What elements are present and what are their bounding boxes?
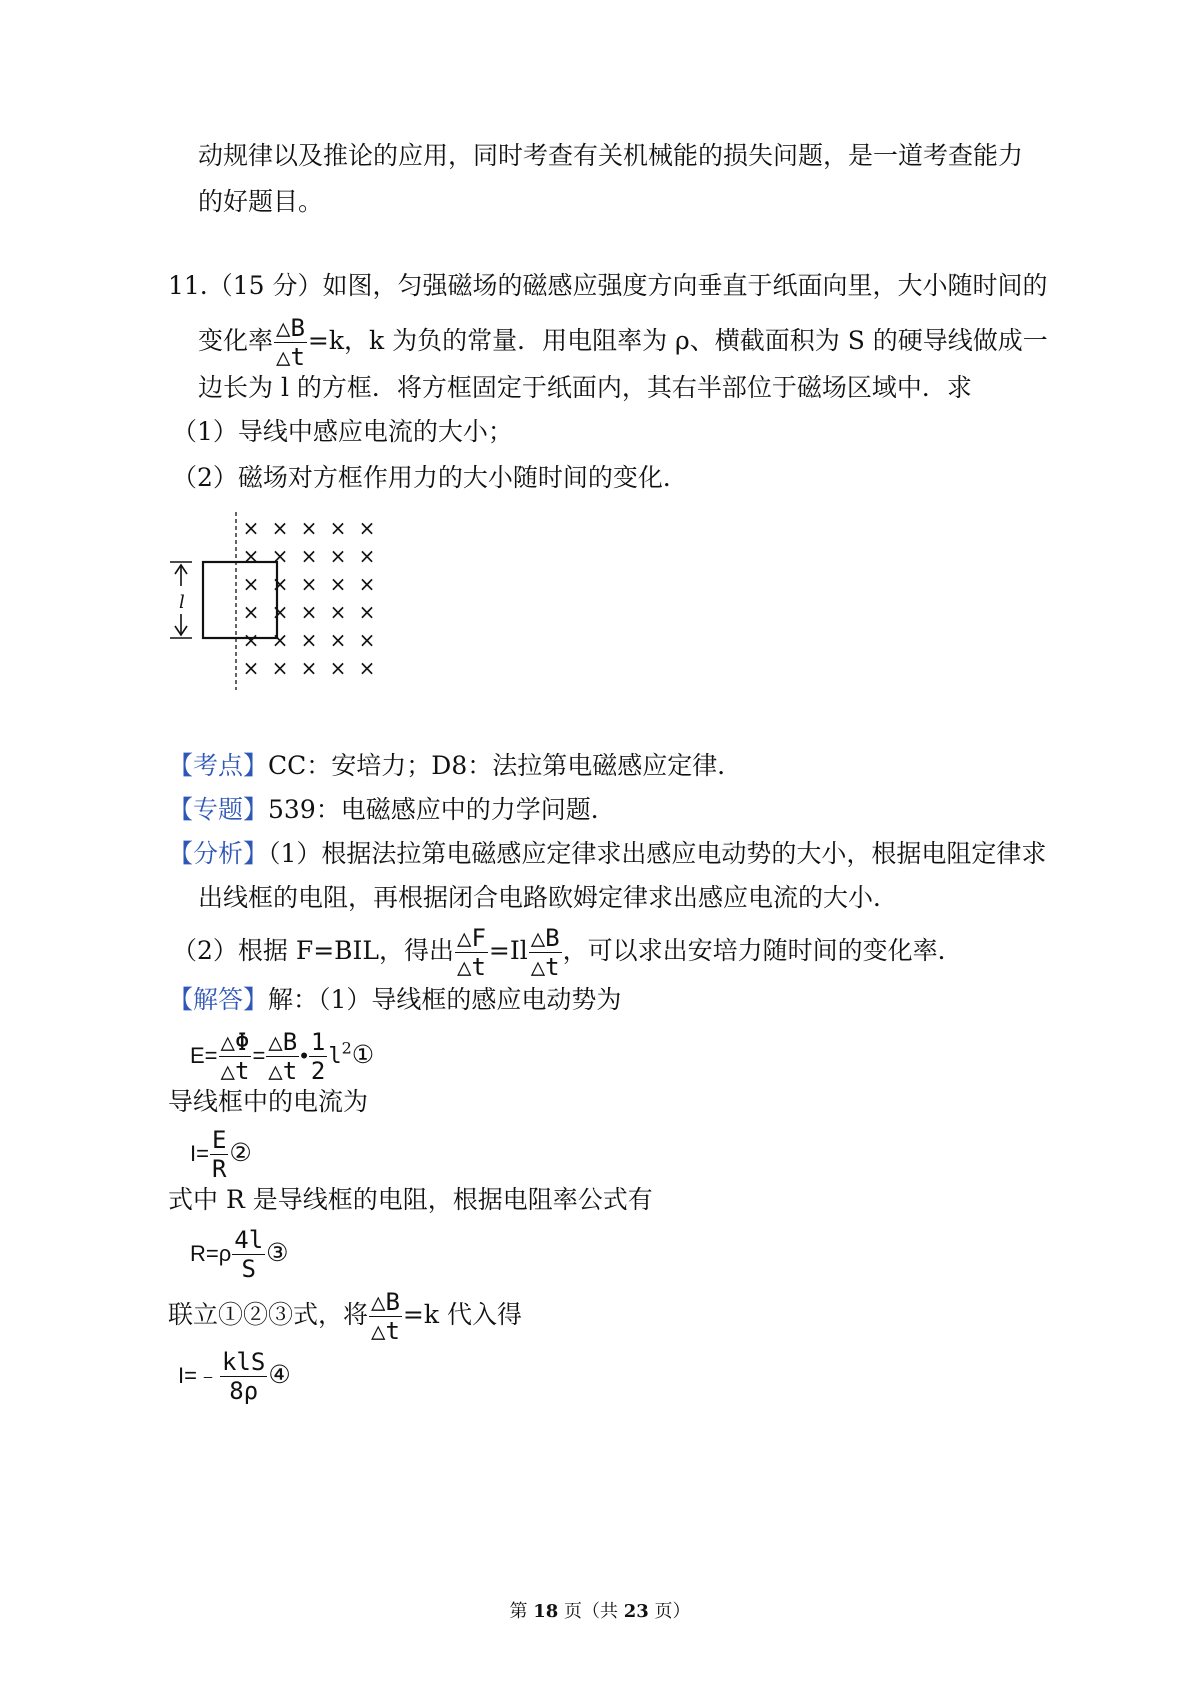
fenxi-line1: （1）根据法拉第电磁感应定律求出感应电动势的大小，根据电阻定律求 xyxy=(268,839,1047,868)
field-cross-mark: × xyxy=(329,572,347,596)
question-1: （1）导线中感应电流的大小； xyxy=(172,417,513,446)
page-footer xyxy=(0,1600,1200,1624)
numerator: E xyxy=(211,1126,227,1154)
denominator: △t xyxy=(371,1317,400,1345)
paragraph-line: 的好题目。 xyxy=(198,187,324,216)
numerator: △B xyxy=(530,924,560,952)
fraction-dF-dt xyxy=(455,926,488,979)
numerator: △Φ xyxy=(220,1028,250,1056)
text: （2）根据 F=BIL，得出 xyxy=(172,936,454,965)
field-cross-mark: × xyxy=(329,600,347,624)
l-symbol: l xyxy=(328,1044,342,1069)
field-cross-mark: × xyxy=(271,516,289,540)
fraction-one-half xyxy=(309,1030,327,1083)
equation-4 xyxy=(178,1350,291,1403)
equation-2 xyxy=(190,1128,252,1181)
footer-text: 页） xyxy=(648,1601,691,1622)
eq-prefix: E= xyxy=(190,1043,218,1068)
denominator: △t xyxy=(530,953,560,981)
numerator: △F xyxy=(457,924,486,952)
zhuanti-row xyxy=(168,792,616,828)
numerator: △B xyxy=(371,1288,400,1316)
solution-text: 导线框中的电流为 xyxy=(168,1087,369,1116)
fraction-dB-dt xyxy=(529,926,562,979)
kaodian-text: CC：安培力；D8：法拉第电磁感应定律． xyxy=(268,751,743,780)
field-cross-mark: × xyxy=(329,516,347,540)
field-cross-mark: × xyxy=(329,656,347,680)
equation-3 xyxy=(190,1228,289,1281)
field-cross-mark: × xyxy=(300,628,318,652)
circled-4: ④ xyxy=(268,1360,291,1389)
field-cross-mark: × xyxy=(358,572,376,596)
footer-text: 第 xyxy=(509,1601,534,1622)
numerator: 4l xyxy=(234,1226,264,1254)
equation-1 xyxy=(190,1030,374,1083)
fraction-dB-dt xyxy=(369,1290,402,1343)
jieda-tag: 【解答】 xyxy=(168,985,269,1014)
field-cross-mark: × xyxy=(242,600,260,624)
field-cross-mark: × xyxy=(242,516,260,540)
field-cross-mark: × xyxy=(300,516,318,540)
text: =Il xyxy=(488,936,528,965)
jieda-row xyxy=(168,982,621,1018)
fraction-dB-dt xyxy=(274,316,307,369)
combine-row xyxy=(168,1290,522,1343)
fenxi-line2: 出线框的电阻，再根据闭合电路欧姆定律求出感应电流的大小． xyxy=(198,883,899,912)
solution-text: 式中 R 是导线框的电阻，根据电阻率公式有 xyxy=(168,1185,653,1214)
field-cross-mark: × xyxy=(358,544,376,568)
footer-text: 页（共 xyxy=(558,1601,624,1622)
question-2: （2）磁场对方框作用力的大小随时间的变化． xyxy=(172,463,688,492)
fraction-klS-8rho xyxy=(220,1350,267,1403)
fenxi-line3 xyxy=(172,926,963,979)
field-cross-mark: × xyxy=(271,628,289,652)
numerator: △B xyxy=(268,1028,298,1056)
field-cross-mark: × xyxy=(271,600,289,624)
dot: • xyxy=(300,1043,308,1068)
field-cross-mark: × xyxy=(358,516,376,540)
field-cross-mark: × xyxy=(271,544,289,568)
zhuanti-tag: 【专题】 xyxy=(168,795,269,824)
numerator: △B xyxy=(276,314,305,342)
circled-1: ① xyxy=(351,1040,375,1069)
fraction-E-R xyxy=(210,1128,228,1181)
denominator: △t xyxy=(276,343,305,371)
denominator: △t xyxy=(457,953,486,981)
denominator: S xyxy=(241,1255,256,1283)
field-cross-mark: × xyxy=(329,628,347,652)
current-page-number: 18 xyxy=(533,1601,559,1622)
field-cross-mark: × xyxy=(242,628,260,652)
kaodian-row xyxy=(168,748,742,784)
field-cross-mark: × xyxy=(242,656,260,680)
field-crosses-group xyxy=(243,516,376,680)
problem-line: 11.（15 分）如图，匀强磁场的磁感应强度方向垂直于纸面向里，大小随时间的 xyxy=(168,271,1048,300)
text: =k 代入得 xyxy=(402,1300,522,1329)
total-pages-number: 23 xyxy=(623,1601,649,1622)
field-cross-mark: × xyxy=(300,544,318,568)
field-cross-mark: × xyxy=(300,600,318,624)
text: =k，k 为负的常量．用电阻率为 ρ、横截面积为 S 的硬导线做成一 xyxy=(307,326,1048,355)
jieda-intro: 解：（1）导线框的感应电动势为 xyxy=(268,985,622,1014)
field-cross-mark: × xyxy=(300,572,318,596)
denominator: 2 xyxy=(310,1057,326,1085)
circled-3: ③ xyxy=(266,1238,289,1267)
denominator: △t xyxy=(268,1057,298,1085)
problem-line xyxy=(198,316,1048,369)
numerator: 1 xyxy=(310,1028,326,1056)
problem-line: 边长为 l 的方框．将方框固定于纸面内，其右半部位于磁场区域中．求 xyxy=(198,373,972,402)
fraction-4l-S xyxy=(232,1228,265,1281)
denominator: △t xyxy=(220,1057,250,1085)
eq-prefix: I=﹣ xyxy=(178,1363,219,1388)
text: 联立①②③式，将 xyxy=(168,1300,369,1329)
field-cross-mark: × xyxy=(358,600,376,624)
field-cross-mark: × xyxy=(242,544,260,568)
text: 变化率 xyxy=(198,326,274,355)
magnetic-field-figure xyxy=(176,516,396,696)
exponent: 2 xyxy=(341,1038,352,1058)
field-cross-mark: × xyxy=(358,656,376,680)
text: ，可以求出安培力随时间的变化率． xyxy=(562,936,963,965)
fraction-dB-dt xyxy=(266,1030,299,1083)
paragraph-line: 动规律以及推论的应用，同时考查有关机械能的损失问题，是一道考查能力 xyxy=(198,141,1024,170)
fraction-dPhi-dt xyxy=(219,1030,252,1083)
kaodian-tag: 【考点】 xyxy=(168,751,269,780)
circled-2: ② xyxy=(229,1138,252,1167)
square-frame xyxy=(203,562,277,638)
zhuanti-text: 539：电磁感应中的力学问题． xyxy=(268,795,616,824)
fenxi-row xyxy=(168,836,1046,872)
numerator: klS xyxy=(221,1348,266,1376)
field-cross-mark: × xyxy=(300,656,318,680)
field-cross-mark: × xyxy=(242,572,260,596)
denominator: 8ρ xyxy=(229,1377,259,1405)
field-cross-mark: × xyxy=(358,628,376,652)
field-cross-mark: × xyxy=(271,572,289,596)
eq-prefix: R=ρ xyxy=(190,1241,232,1266)
equals: = xyxy=(252,1043,266,1068)
length-label: l xyxy=(179,592,185,613)
eq-prefix: I= xyxy=(190,1141,209,1166)
field-cross-mark: × xyxy=(271,656,289,680)
denominator: R xyxy=(211,1155,227,1183)
field-cross-mark: × xyxy=(329,544,347,568)
fenxi-tag: 【分析】 xyxy=(168,839,269,868)
